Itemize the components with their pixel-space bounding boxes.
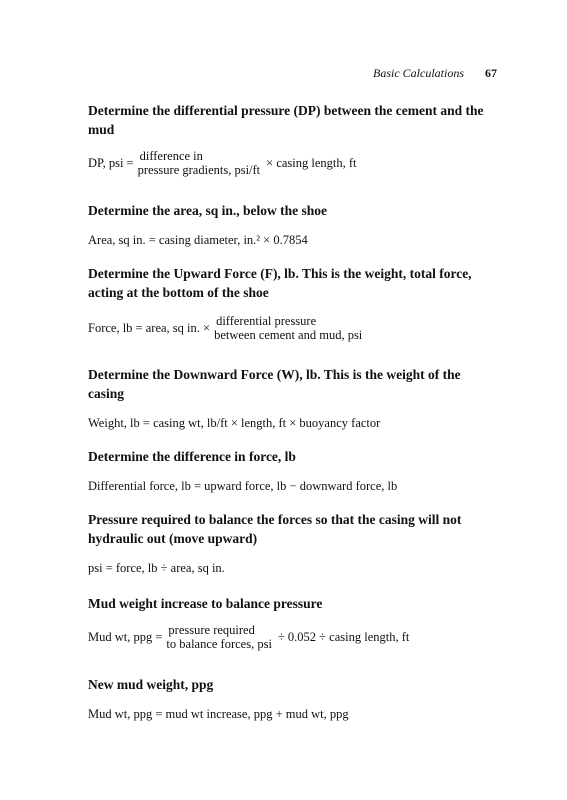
- formula-dp: [88, 149, 488, 177]
- section-mud-weight-increase: [88, 594, 488, 651]
- section-downward-force: [88, 365, 488, 431]
- formula-psi: psi = force, lb ÷ area, sq in.: [88, 561, 225, 575]
- fraction-numerator: difference in: [139, 149, 203, 163]
- section-upward-force: [88, 264, 488, 342]
- formula-area: Area, sq in. = casing diameter, in.² × 0.7854: [88, 233, 308, 247]
- fraction: [214, 314, 362, 342]
- section-heading: Determine the Downward Force (W), lb. This is the weight of the casing: [88, 367, 461, 401]
- section-title: Basic Calculations: [373, 66, 464, 80]
- section-heading: Determine the Upward Force (F), lb. This is the weight, total force, acting at the bottom of the shoe: [88, 266, 472, 300]
- formula-differential-force: Differential force, lb = upward force, lb − downward force, lb: [88, 479, 398, 493]
- formula-new-mud-weight: Mud wt, ppg = mud wt increase, ppg + mud wt, ppg: [88, 707, 349, 721]
- fraction: [166, 623, 272, 651]
- running-header: [373, 66, 497, 81]
- formula-lhs: Mud wt, ppg =: [88, 629, 163, 644]
- formula-upward-force: [88, 314, 488, 342]
- section-heading: New mud weight, ppg: [88, 677, 214, 692]
- section-heading: Determine the area, sq in., below the shoe: [88, 203, 327, 218]
- section-area-below-shoe: [88, 201, 488, 248]
- section-pressure-required: [88, 510, 488, 576]
- section-heading: Determine the difference in force, lb: [88, 449, 296, 464]
- section-new-mud-weight: [88, 675, 488, 722]
- section-difference-in-force: [88, 447, 488, 494]
- formula-rhs: ÷ 0.052 ÷ casing length, ft: [277, 629, 410, 644]
- fraction-numerator: differential pressure: [216, 314, 317, 328]
- fraction-denominator: between cement and mud, psi: [214, 328, 363, 342]
- page-number: 67: [485, 66, 497, 80]
- fraction: [138, 149, 261, 177]
- formula-mud-weight-increase: [88, 623, 488, 651]
- section-heading: Pressure required to balance the forces so that the casing will not hydraulic out (move upward): [88, 512, 462, 546]
- formula-lhs: DP, psi =: [88, 155, 134, 170]
- fraction-numerator: pressure required: [168, 623, 255, 637]
- section-differential-pressure: [88, 101, 488, 177]
- formula-weight: Weight, lb = casing wt, lb/ft × length, ft × buoyancy factor: [88, 416, 381, 430]
- section-heading: Mud weight increase to balance pressure: [88, 596, 323, 611]
- formula-rhs: × casing length, ft: [266, 155, 357, 170]
- section-heading: Determine the differential pressure (DP) between the cement and the mud: [88, 103, 484, 137]
- fraction-denominator: pressure gradients, psi/ft: [137, 163, 261, 177]
- fraction-denominator: to balance forces, psi: [166, 637, 272, 651]
- formula-lhs: Force, lb = area, sq in. ×: [88, 320, 211, 335]
